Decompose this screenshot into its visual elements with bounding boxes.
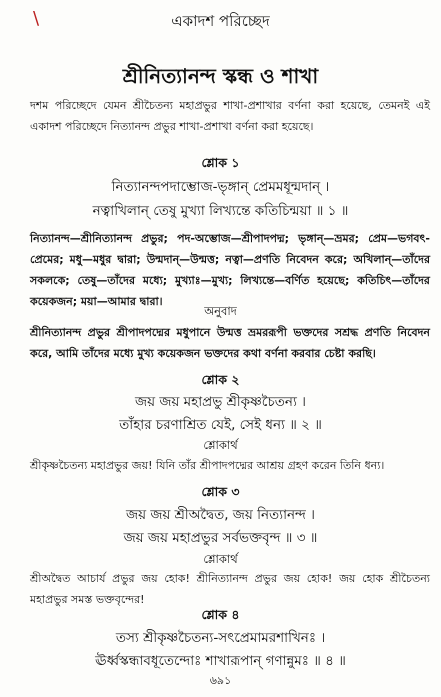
sloka-1-translation: শ্রীনিত্যানন্দ প্রভুর শ্রীপাদপদ্মের মধুপানে উন্মত্ত ভ্রমররূপী ভক্তদের সশ্রদ্ধ প্রণতি নিবেদন করে, আমি তাঁদের মধ্যে মুখ্য কয়েকজন ভক্তদের কথা বর্ণনা করবার চেষ্টা করছি। (30, 326, 430, 360)
page-title: শ্রীনিত্যানন্দ স্কন্ধ ও শাখা (122, 64, 319, 88)
margin-mark: \ (33, 8, 40, 29)
sloka-1-heading: শ্লোক ১ (201, 155, 240, 170)
chapter-label: একাদশ পরিচ্ছেদ (171, 12, 270, 30)
sloka-1-translation-label: অনুবাদ (204, 304, 237, 318)
sloka-4-line-2: ঊর্ধ্বস্কন্ধাবধূতেন্দোঃ শাখারূপান্ গণান্নুমঃ ॥ ৪ ॥ (95, 653, 346, 669)
sloka-3-translation-label: শ্লোকার্থ (203, 552, 238, 566)
sloka-3-line-2: জয় জয় মহাপ্রভুর সর্বভক্তবৃন্দ ॥ ৩ ॥ (123, 530, 318, 546)
sloka-3-translation: শ্রীঅদ্বৈত আচার্য প্রভুর জয় হোক! শ্রীনিত্যানন্দ প্রভুর জয় হোক! জয় হোক শ্রীচৈতন্য মহাপ্রভুর সমস্ত ভক্তবৃন্দের! (30, 572, 430, 606)
sloka-3-line-1: জয় জয় শ্রীঅদ্বৈত, জয় নিত্যানন্দ । (126, 507, 315, 523)
sloka-2-translation: শ্রীকৃষ্ণচৈতন্য মহাপ্রভুর জয়! যিনি তাঁর শ্রীপাদপদ্মের আশ্রয় গ্রহণ করেন তিনি ধন্য। (30, 459, 385, 472)
intro-paragraph: দশম পরিচ্ছেদে যেমন শ্রীচৈতন্য মহাপ্রভুর শাখা-প্রশাখার বর্ণনা করা হয়েছে, তেমনই এই একাদশ পরিচ্ছেদে নিত্যানন্দ প্রভুর শাখা-প্রশাখা বর্ণনা করা হয়েছে। (30, 99, 430, 133)
page-number: ৬৯১ (209, 674, 232, 687)
sloka-4-line-1: তস্য শ্রীকৃষ্ণচৈতন্য-সৎপ্রেমামরশাখিনঃ । (115, 630, 326, 646)
sloka-2-heading: শ্লোক ২ (201, 372, 240, 387)
sloka-2-line-2: তাঁহার চরণাশ্রিত যেই, সেই ধন্য ॥ ২ ॥ (119, 417, 322, 433)
sloka-2-line-1: জয় জয় মহাপ্রভু শ্রীকৃষ্ণচৈতন্য । (135, 394, 306, 410)
sloka-1-synonyms: নিত্যানন্দ—শ্রীনিত্যানন্দ প্রভুর; পদ-অম্ভোজ—শ্রীপাদপদ্ম; ভৃঙ্গান্—ভ্রমর; প্রেম—ভগবৎ-প্রেমের; মধু—মধুর দ্বারা; উন্মদান্—উন্মত্ত; নত্বা—প্রণতি নিবেদন করে; অখিলান্—তাঁদের সকলকে; তেষু—তাঁদের মধ্যে; মুখ্যাঃ—মুখ্য; লিখ্যন্তে—বর্ণিত হয়েছে; কতিচিৎ—তাঁদের কয়েকজন; ময়া—আমার দ্বারা। (30, 232, 430, 308)
sloka-1-line-2: নত্বাখিলান্ তেষু মুখ্যা লিখ্যন্তে কতিচিন্ময়া ॥ ১ ॥ (92, 203, 349, 219)
sloka-1-line-1: নিত্যানন্দপদাম্ভোজ-ভৃঙ্গান্ প্রেমমধূন্মদান্ । (111, 179, 330, 195)
sloka-2-translation-label: শ্লোকার্থ (203, 438, 238, 452)
sloka-4-heading: শ্লোক ৪ (201, 607, 240, 622)
sloka-3-heading: শ্লোক ৩ (201, 484, 240, 499)
